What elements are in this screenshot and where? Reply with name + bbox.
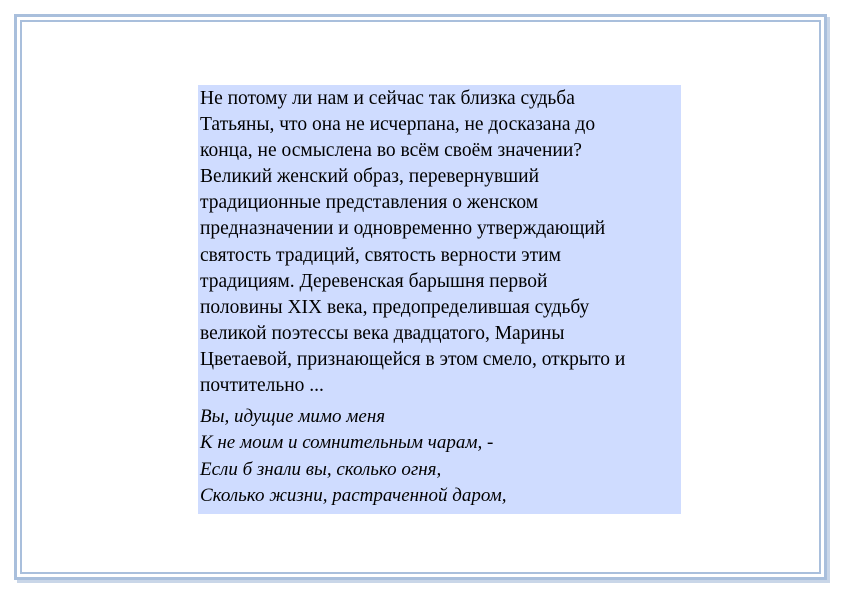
poem-quote	[200, 404, 679, 509]
prose-line: конца, не осмыслена во всём своём значении?	[200, 140, 582, 162]
poem-line: К не моим и сомнительным чарам, -	[200, 432, 494, 454]
prose-line: великой поэтессы века двадцатого, Марины	[200, 322, 565, 344]
prose-line: традициям. Деревенская барышня первой	[200, 270, 548, 292]
poem-line: Сколько жизни, растраченной даром,	[200, 485, 507, 507]
poem-line: Если б знали вы, сколько огня,	[200, 458, 442, 480]
prose-line: Татьяны, что она не исчерпана, не досказана до	[200, 114, 596, 136]
prose-line: Не потому ли нам и сейчас так близка судьба	[200, 88, 575, 109]
prose-line: половины XIX века, предопределившая судьбу	[200, 296, 590, 318]
poem-line: Вы, идущие мимо меня	[200, 406, 386, 428]
prose-line: Цветаевой, признающейся в этом смело, открыто и	[200, 348, 626, 370]
prose-line: святость традиций, святость верности этим	[200, 244, 561, 266]
prose-line: предназначении и одновременно утверждающий	[200, 218, 606, 240]
prose-paragraph	[200, 86, 679, 399]
text-box	[198, 85, 681, 514]
prose-line: традиционные представления о женском	[200, 192, 539, 214]
prose-line: Великий женский образ, перевернувший	[200, 166, 540, 188]
prose-line: почтительно ...	[200, 375, 324, 397]
